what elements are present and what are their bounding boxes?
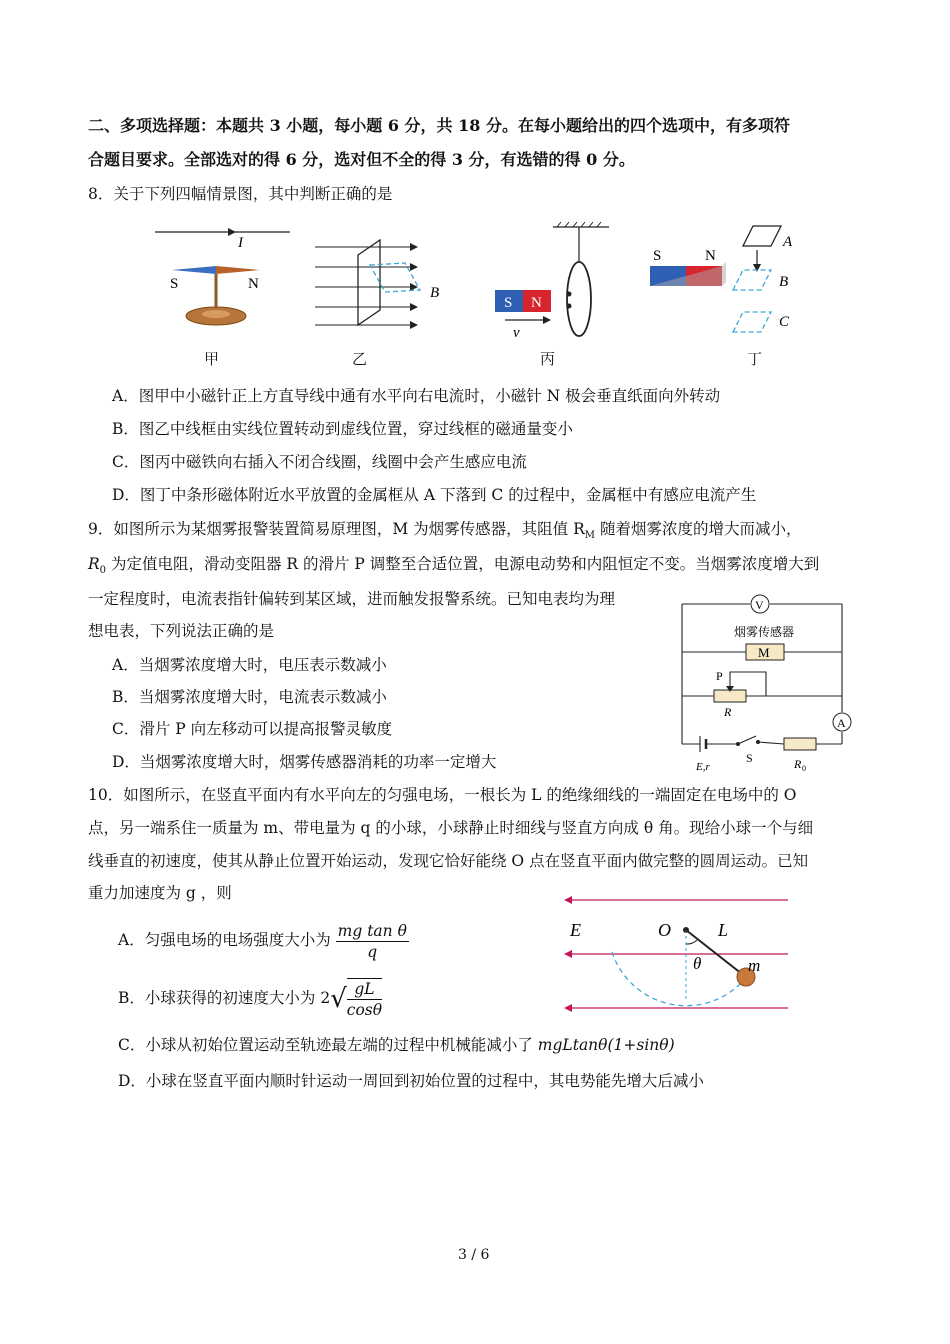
q10-line2: 点，另一端系住一质量为 m、带电量为 q 的小球，小球静止时细线与竖直方向成 θ 角。现给小球一个与细 bbox=[88, 819, 814, 837]
q10-option-a: A．匀强电场的电场强度大小为 $\frac{\text{mg tan θ}}{q}$ bbox=[118, 921, 407, 961]
sensor-label: 烟雾传感器 bbox=[734, 625, 795, 639]
q8-option-b: B．图乙中线框由实线位置转动到虚线位置，穿过线框的磁通量变小 bbox=[112, 420, 573, 438]
figure-jia bbox=[150, 222, 295, 332]
figure-bing bbox=[493, 222, 613, 340]
field-lines bbox=[315, 247, 410, 325]
frame-c bbox=[733, 312, 771, 332]
resistor-r0 bbox=[784, 738, 816, 750]
q10-line1: 10．如图所示，在竖直平面内有水平向左的匀强电场，一根长为 L 的绝缘细线的一端固定在电场中的 O bbox=[88, 786, 797, 804]
q10-option-b: B．小球获得的初速度大小为 2√ $\frac{gL}{\cos\theta}$ bbox=[118, 980, 383, 1019]
pendulum-field-figure bbox=[560, 892, 792, 1020]
q9-line2: $R_0$ 为定值电阻，滑动变阻器 R 的滑片 P 调整至合适位置，电源电动势和内阻恒定不变。当烟雾浓度增大到 bbox=[88, 555, 820, 577]
velocity-label: v bbox=[513, 325, 520, 340]
q8-option-a: A．图甲中小磁针正上方直导线中通有水平向右电流时，小磁针 N 极会垂直纸面向外转动 bbox=[112, 387, 721, 405]
pole-n-label: N bbox=[248, 276, 259, 292]
caption-ding: 丁 bbox=[747, 350, 763, 368]
solid-frame bbox=[358, 240, 380, 325]
q10-option-c: C．小球从初始位置运动至轨迹最左端的过程中机械能减小了 mgLtanθ(1+sinθ) bbox=[118, 1036, 675, 1054]
svg-text:E,r: E,r bbox=[696, 761, 710, 773]
svg-text:R: R bbox=[794, 757, 802, 771]
angle-label: θ bbox=[693, 954, 702, 973]
q9-option-a: A．当烟雾浓度增大时，电压表示数减小 bbox=[112, 656, 387, 674]
q10-line4: 重力加速度为 g ，则 bbox=[88, 884, 232, 902]
switch-icon bbox=[738, 736, 756, 744]
q9-option-b: B．当烟雾浓度增大时，电流表示数减小 bbox=[112, 688, 387, 706]
section-heading-line1: 二、多项选择题：本题共 3 小题，每小题 6 分，共 18 分。在每小题给出的四个选项中，有多项符 bbox=[88, 116, 790, 135]
pole-s-label: S bbox=[653, 248, 662, 264]
label-a: A bbox=[783, 234, 793, 250]
fall-arrow-icon bbox=[753, 264, 761, 272]
needle-south bbox=[172, 266, 216, 274]
figure-yi bbox=[310, 235, 450, 335]
label-b: B bbox=[430, 285, 440, 301]
q8-option-c: C．图丙中磁铁向右插入不闭合线圈，线圈中会产生感应电流 bbox=[112, 453, 527, 471]
svg-text:0: 0 bbox=[802, 764, 806, 773]
svg-text:P: P bbox=[716, 669, 723, 683]
label-current: I bbox=[238, 235, 243, 251]
pole-s-label: S bbox=[504, 295, 513, 311]
figure-ding bbox=[645, 222, 805, 340]
current-arrow-icon bbox=[228, 228, 236, 236]
q9-line1: 9．如图所示为某烟雾报警装置简易原理图，M 为烟雾传感器，其阻值 $R_M$ 随着烟雾浓度的增大而减小， bbox=[88, 520, 802, 542]
frame-b bbox=[733, 270, 771, 290]
mass-label: m bbox=[748, 956, 761, 975]
svg-text:V: V bbox=[755, 598, 764, 612]
section-heading-line2: 合题目要求。全部选对的得 6 分，选对但不全的得 3 分，有选错的得 0 分。 bbox=[88, 150, 635, 169]
coil bbox=[567, 262, 591, 336]
q9-line3: 一定程度时，电流表指针偏转到某区域，进而触发报警系统。已知电表均为理 bbox=[88, 590, 616, 608]
pivot-label: O bbox=[658, 920, 671, 940]
pole-n-label: N bbox=[705, 248, 716, 264]
label-c: C bbox=[779, 314, 790, 330]
frame-a bbox=[743, 226, 781, 246]
caption-jia: 甲 bbox=[204, 350, 220, 368]
q9-line4: 想电表，下列说法正确的是 bbox=[88, 622, 275, 640]
svg-text:S: S bbox=[746, 751, 753, 765]
q8-stem: 8．关于下列四幅情景图，其中判断正确的是 bbox=[88, 185, 393, 203]
field-label: E bbox=[570, 920, 581, 940]
length-label: L bbox=[718, 920, 729, 940]
pole-n-label: N bbox=[531, 295, 542, 311]
svg-text:R: R bbox=[724, 705, 732, 719]
page-number: 3 / 6 bbox=[458, 1247, 490, 1263]
circuit-diagram bbox=[672, 592, 852, 777]
svg-text:M: M bbox=[758, 645, 770, 660]
caption-yi: 乙 bbox=[352, 350, 368, 368]
needle-north bbox=[216, 266, 260, 274]
caption-bing: 丙 bbox=[540, 350, 556, 368]
q8-option-d: D．图丁中条形磁体附近水平放置的金属框从 A 下落到 C 的过程中，金属框中有感应电流产生 bbox=[112, 486, 757, 504]
label-b: B bbox=[779, 274, 789, 290]
field-lines bbox=[572, 900, 788, 1008]
q9-option-d: D．当烟雾浓度增大时，烟雾传感器消耗的功率一定增大 bbox=[112, 753, 497, 771]
q9-option-c: C．滑片 P 向左移动可以提高报警灵敏度 bbox=[112, 720, 393, 738]
svg-text:A: A bbox=[837, 716, 846, 730]
q10-option-d: D．小球在竖直平面内顺时针运动一周回到初始位置的过程中，其电势能先增大后减小 bbox=[118, 1072, 704, 1090]
q10-line3: 线垂直的初速度，使其从静止位置开始运动，发现它恰好能绕 O 点在竖直平面内做完整的圆周运动。已知 bbox=[88, 852, 809, 870]
pole-s-label: S bbox=[170, 276, 179, 292]
